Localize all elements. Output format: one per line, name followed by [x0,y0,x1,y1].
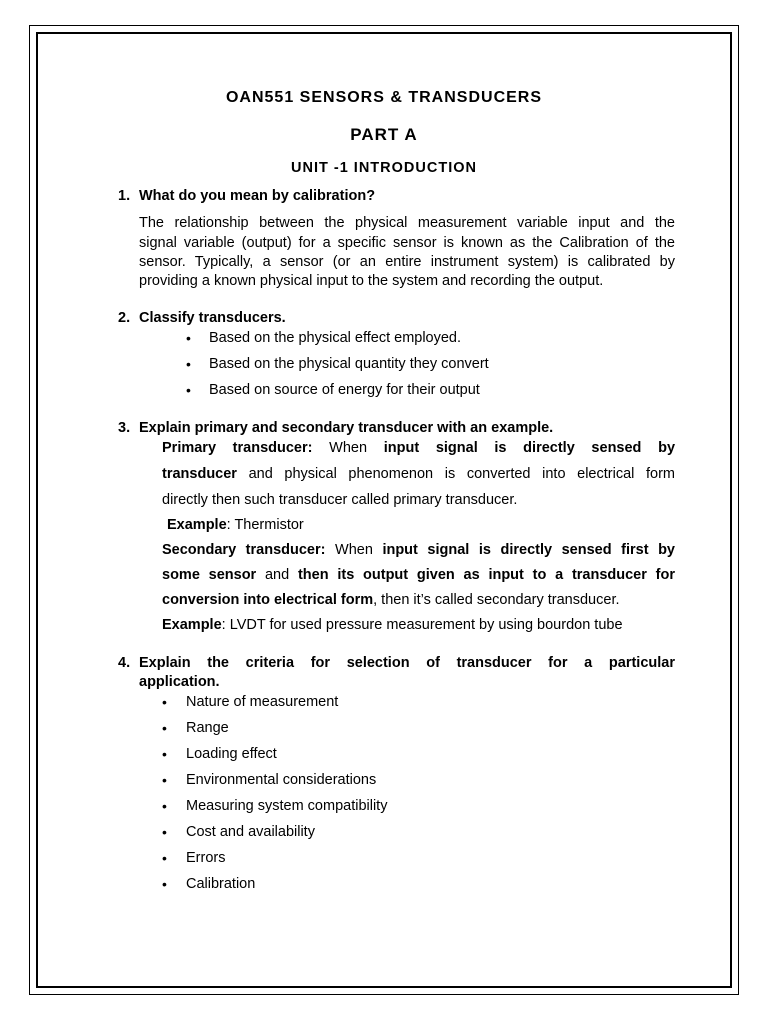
bullet-icon: • [162,798,167,814]
list-item: Nature of measurement [186,694,339,710]
part-heading: PART A [350,125,418,144]
bullet-icon: • [186,356,191,372]
answer-1-line-4: providing a known physical input to the system and recording the output. [139,273,604,289]
bullet-icon: • [162,694,167,710]
bullet-icon: • [186,382,191,398]
bullet-icon: • [162,876,167,892]
list-item: Cost and availability [186,824,315,840]
bullet-icon: • [162,850,167,866]
answer-1-line-1: The relationship between the physical measurement variable input and the [139,215,675,231]
list-item: Calibration [186,876,256,892]
answer-1-line-2: signal variable (output) for a specific sensor is known as the Calibration of the [139,235,675,251]
answer-1-line-3: sensor. Typically, a sensor (or an entire instrument system) is calibrated by [139,254,675,270]
bullet-icon: • [186,330,191,346]
list-item: Based on source of energy for their output [209,382,480,398]
secondary-example: Example: LVDT for used pressure measurement by using bourdon tube [162,617,623,633]
unit-heading: UNIT -1 INTRODUCTION [291,160,477,176]
question-2-number: 2. [118,310,131,326]
list-item: Loading effect [186,746,277,762]
list-item: Range [186,720,229,736]
bullet-icon: • [162,746,167,762]
list-item: Based on the physical quantity they convert [209,356,489,372]
primary-line-3: directly then such transducer called primary transducer. [162,492,518,508]
question-3-number: 3. [118,420,131,436]
question-4-line-1: Explain the criteria for selection of transducer for a particular [139,655,675,671]
primary-line-2: transducer and physical phenomenon is converted into electrical form [162,466,675,482]
secondary-line-1: Secondary transducer: When input signal is directly sensed first by [162,542,675,558]
secondary-line-2: some sensor and then its output given as input to a transducer for [162,567,675,583]
primary-term: Primary transducer: [162,440,313,456]
secondary-term: Secondary transducer: [162,542,326,558]
question-4-line-2: application. [139,674,220,690]
list-item: Environmental considerations [186,772,377,788]
list-item: Errors [186,850,226,866]
primary-example: Example: Thermistor [167,517,304,533]
secondary-line-3: conversion into electrical form, then it’s called secondary transducer. [162,592,620,608]
document-title: OAN551 SENSORS & TRANSDUCERS [225,89,543,106]
primary-line-1: Primary transducer: When input signal is directly sensed by [162,440,676,456]
question-2: Classify transducers. [139,310,286,326]
bullet-icon: • [162,772,167,788]
list-item: Based on the physical effect employed. [209,330,462,346]
bullet-icon: • [162,824,167,840]
question-4-number: 4. [118,655,131,671]
question-1-number: 1. [118,188,131,204]
bullet-icon: • [162,720,167,736]
list-item: Measuring system compatibility [186,798,388,814]
question-3: Explain primary and secondary transducer with an example. [139,420,554,436]
question-1: What do you mean by calibration? [139,188,376,204]
